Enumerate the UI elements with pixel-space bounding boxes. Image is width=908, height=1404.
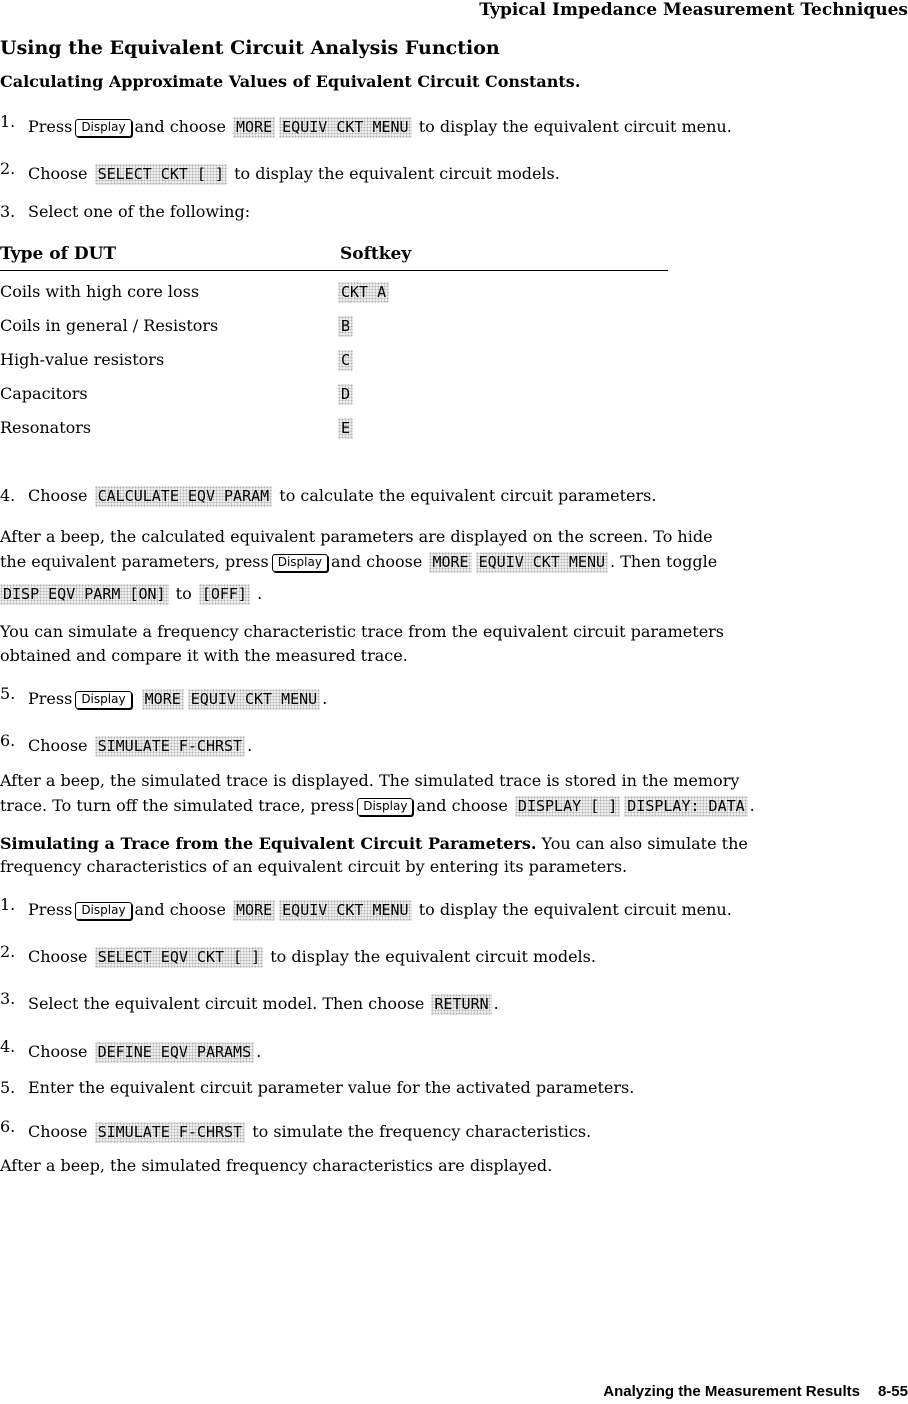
table-row-softkey	[336, 350, 355, 371]
ckt-b-softkey[interactable]: B	[338, 316, 353, 337]
table-row-softkey	[336, 316, 355, 337]
step-number: 2.	[0, 159, 16, 178]
table-header-dut: Type of DUT	[0, 244, 117, 264]
step-b1: 1. Press Display and choose MORE EQUIV CKT MENU to display the equivalent circuit menu.	[0, 895, 732, 919]
step-a1: 1. Press Display and choose MORE EQUIV CKT MENU to display the equivalent circuit menu.	[0, 112, 732, 136]
select-ckt-softkey[interactable]: SELECT CKT [ ]	[95, 164, 227, 185]
display-hardkey[interactable]: Display	[357, 798, 413, 816]
step-a2: 2. Choose SELECT CKT [ ] to display the equivalent circuit models.	[0, 159, 560, 183]
display-hardkey[interactable]: Display	[75, 119, 131, 137]
equiv-ckt-menu-softkey[interactable]: EQUIV CKT MENU	[279, 900, 411, 921]
step-b6: 6. Choose SIMULATE F-CHRST to simulate the frequency characteristics.	[0, 1117, 592, 1141]
step-number: 4.	[0, 486, 16, 505]
table-header-softkey: Softkey	[340, 244, 412, 264]
equiv-ckt-menu-softkey[interactable]: EQUIV CKT MENU	[279, 117, 411, 138]
more-softkey[interactable]: MORE	[233, 900, 275, 921]
paragraph-line: After a beep, the simulated trace is displayed. The simulated trace is stored in the memory	[0, 771, 740, 790]
section-title: Using the Equivalent Circuit Analysis Function	[0, 37, 500, 59]
step-number: 1.	[0, 895, 16, 914]
paragraph-line: DISP EQV PARM [ON] to [OFF] .	[0, 584, 262, 605]
define-eqv-params-softkey[interactable]: DEFINE EQV PARAMS	[95, 1042, 255, 1063]
off-softkey[interactable]: [OFF]	[199, 584, 250, 605]
equiv-ckt-menu-softkey[interactable]: EQUIV CKT MENU	[188, 689, 320, 710]
page-footer	[603, 1383, 908, 1400]
table-row-dut: Coils in general / Resistors	[0, 316, 219, 335]
ckt-d-softkey[interactable]: D	[338, 384, 353, 405]
paragraph-line: frequency characteristics of an equivalent circuit by entering its parameters.	[0, 857, 628, 876]
footer-title: Analyzing the Measurement Results	[603, 1383, 860, 1400]
more-softkey[interactable]: MORE	[233, 117, 275, 138]
ckt-e-softkey[interactable]: E	[338, 418, 353, 439]
step-5: 5. Press Display MORE EQUIV CKT MENU .	[0, 684, 328, 708]
paragraph-line: obtained and compare it with the measured trace.	[0, 646, 408, 665]
step-number: 6.	[0, 731, 16, 750]
table-row-softkey	[336, 418, 355, 439]
display-data-softkey[interactable]: DISPLAY: DATA	[624, 796, 747, 817]
table-row-dut: High-value resistors	[0, 350, 165, 369]
select-eqv-ckt-softkey[interactable]: SELECT EQV CKT [ ]	[95, 947, 264, 968]
step-4: 4. Choose CALCULATE EQV PARAM to calculate the equivalent circuit parameters.	[0, 486, 657, 505]
running-header: Typical Impedance Measurement Techniques	[479, 0, 908, 20]
display-hardkey[interactable]: Display	[75, 691, 131, 709]
run-in-heading: Simulating a Trace from the Equivalent Circuit Parameters.	[0, 834, 537, 853]
table-rule	[0, 270, 668, 271]
equiv-ckt-menu-softkey[interactable]: EQUIV CKT MENU	[476, 552, 608, 573]
step-b3: 3. Select the equivalent circuit model. Then choose RETURN .	[0, 989, 499, 1013]
table-row-dut: Resonators	[0, 418, 92, 437]
table-row-softkey	[336, 282, 391, 303]
paragraph-line: trace. To turn off the simulated trace, press Display and choose DISPLAY [ ] DISPLAY: DATA .	[0, 796, 755, 815]
step-a3: 3. Select one of the following:	[0, 202, 251, 221]
step-b2: 2. Choose SELECT EQV CKT [ ] to display the equivalent circuit models.	[0, 942, 596, 966]
step-number: 4.	[0, 1037, 16, 1056]
table-row-softkey	[336, 384, 355, 405]
step-number: 5.	[0, 684, 16, 703]
step-number: 5.	[0, 1078, 16, 1097]
ckt-c-softkey[interactable]: C	[338, 350, 353, 371]
step-b5: 5. Enter the equivalent circuit parameter value for the activated parameters.	[0, 1078, 635, 1097]
table-row-dut: Coils with high core loss	[0, 282, 200, 301]
simulate-f-chrst-softkey[interactable]: SIMULATE F-CHRST	[95, 1122, 246, 1143]
display-hardkey[interactable]: Display	[272, 554, 328, 572]
step-number: 1.	[0, 112, 16, 131]
more-softkey[interactable]: MORE	[142, 689, 184, 710]
paragraph-line: the equivalent parameters, press Display and choose MORE EQUIV CKT MENU . Then toggle	[0, 552, 718, 571]
table-row-dut: Capacitors	[0, 384, 88, 403]
paragraph-line: After a beep, the calculated equivalent parameters are displayed on the screen. To hide	[0, 527, 713, 546]
display-hardkey[interactable]: Display	[75, 902, 131, 920]
paragraph-line: After a beep, the simulated frequency characteristics are displayed.	[0, 1156, 553, 1175]
paragraph-line: You can simulate a frequency characteristic trace from the equivalent circuit parameters	[0, 622, 725, 641]
step-b4: 4. Choose DEFINE EQV PARAMS .	[0, 1037, 262, 1061]
return-softkey[interactable]: RETURN	[431, 994, 491, 1015]
step-number: 2.	[0, 942, 16, 961]
display-softkey[interactable]: DISPLAY [ ]	[515, 796, 620, 817]
calculate-eqv-param-softkey[interactable]: CALCULATE EQV PARAM	[95, 486, 273, 507]
paragraph-line: Simulating a Trace from the Equivalent Circuit Parameters. You can also simulate the	[0, 834, 748, 853]
step-number: 3.	[0, 989, 16, 1008]
subsection-title: Calculating Approximate Values of Equivalent Circuit Constants.	[0, 72, 581, 91]
page-number: 8-55	[877, 1383, 908, 1400]
more-softkey[interactable]: MORE	[429, 552, 471, 573]
simulate-f-chrst-softkey[interactable]: SIMULATE F-CHRST	[95, 736, 246, 757]
step-number: 6.	[0, 1117, 16, 1136]
ckt-a-softkey[interactable]: CKT A	[338, 282, 389, 303]
step-number: 3.	[0, 202, 16, 221]
disp-eqv-parm-softkey[interactable]: DISP EQV PARM [ON]	[0, 584, 169, 605]
step-6: 6. Choose SIMULATE F-CHRST .	[0, 731, 253, 755]
